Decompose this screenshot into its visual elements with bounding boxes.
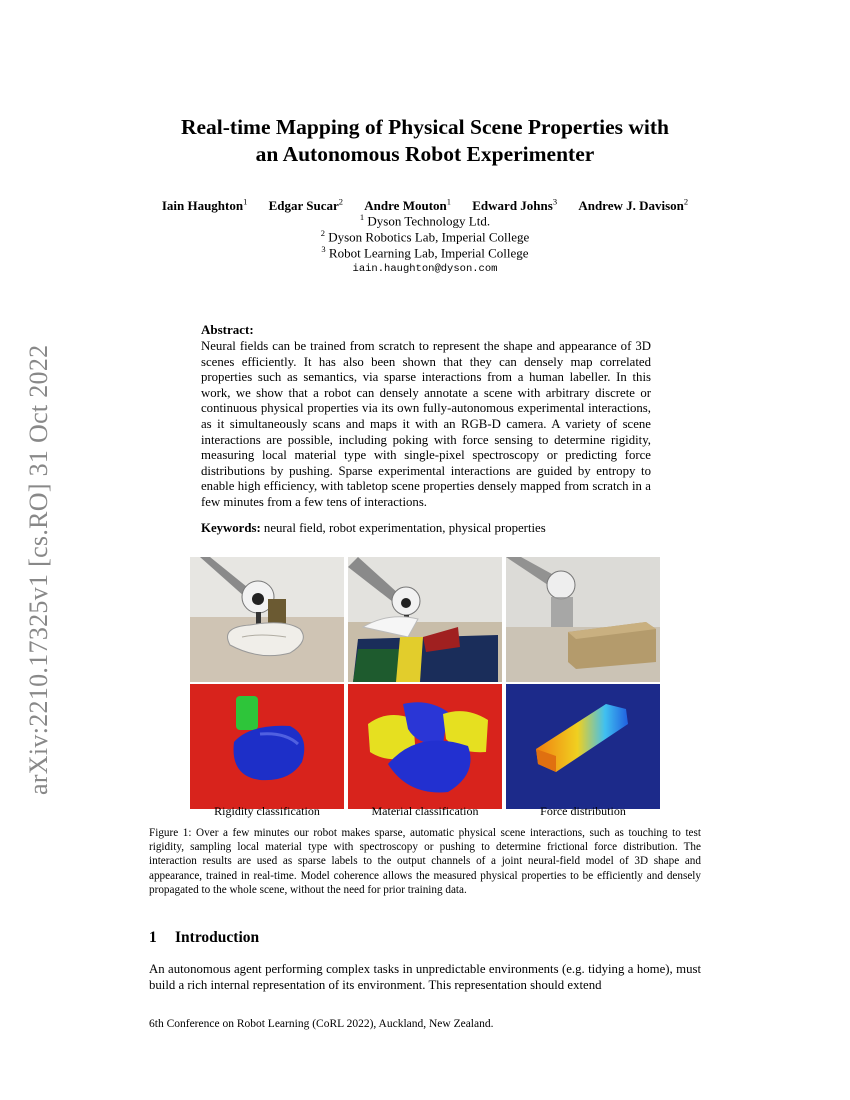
section-heading bbox=[149, 929, 259, 947]
author: Edward Johns$^3$ bbox=[472, 197, 558, 214]
section-number: 1 bbox=[149, 929, 157, 946]
figure-caption: Figure 1: Over a few minutes our robot makes sparse, automatic physical scene interactions, such as touching to test rigidity, sampling local material type with spectroscopy or pushing to determine frictional force distribution. The interaction results are used as sparse labels to the output channels of a joint neural-field model of 3D shape and appearance, trained in real-time. Model coherence allows the measured physical properties to be efficiently and densely propagated to the whole scene, without the need for prior training data. bbox=[149, 827, 701, 896]
affiliation: $^1$ Dyson Technology Ltd. bbox=[359, 212, 491, 229]
figure-label: Material classification bbox=[371, 804, 479, 818]
author: Andre Mouton$^1$ bbox=[364, 197, 452, 214]
affiliation: $^3$ Robot Learning Lab, Imperial College bbox=[321, 244, 529, 261]
render-rigidity-map bbox=[190, 684, 344, 809]
figure-label: Rigidity classification bbox=[214, 804, 320, 818]
paper-title bbox=[0, 114, 850, 168]
title-line-2: an Autonomous Robot Experimenter bbox=[255, 142, 595, 166]
figure-label: Force distribution bbox=[540, 804, 626, 818]
affiliation: $^2$ Dyson Robotics Lab, Imperial College bbox=[320, 228, 530, 245]
contact-email[interactable]: iain.haughton@dyson.com bbox=[352, 263, 498, 275]
keywords-label: Keywords: bbox=[201, 521, 261, 535]
author: Andrew J. Davison$^2$ bbox=[578, 197, 689, 214]
render-force-map bbox=[506, 684, 660, 809]
author: Edgar Sucar$^2$ bbox=[268, 197, 344, 214]
keywords-text: neural field, robot experimentation, physical properties bbox=[263, 521, 546, 535]
render-material-map bbox=[348, 684, 502, 809]
photo-force-robot bbox=[506, 557, 660, 682]
arxiv-identifier: arXiv:2210.17325v1 [cs.RO] 31 Oct 2022 bbox=[24, 344, 53, 795]
intro-paragraph: An autonomous agent performing complex tasks in unpredictable environments (e.g. tidying a home), must build a rich internal representation of its environment. This representation should extend bbox=[149, 962, 701, 992]
keywords bbox=[201, 521, 651, 536]
author: Iain Haughton$^1$ bbox=[161, 197, 248, 214]
title-line-1: Real-time Mapping of Physical Scene Properties with bbox=[180, 115, 670, 139]
photo-material-robot bbox=[348, 557, 502, 682]
abstract-text: Neural fields can be trained from scratch to represent the shape and appearance of 3D scenes efficiently. It has also been shown that they can densely map correlated properties such as semantics, via sparse interactions from a human labeller. In this work, we show that a robot can densely annotate a scene with arbitrary discrete or continuous physical properties via its own fully-autonomous experimental interactions, as it simultaneously scans and maps it with an RGB-D camera. A variety of scene interactions are possible, including poking with force sensing to determine rigidity, measuring local material type with single-pixel spectroscopy or predicting force distributions by pushing. Sparse experimental interactions are guided by entropy to enable high efficiency, with tabletop scene properties densely mapped from scratch in a few minutes from a few tens of interactions. bbox=[201, 339, 651, 509]
abstract-heading: Abstract: bbox=[201, 322, 254, 337]
conference-footer: 6th Conference on Robot Learning (CoRL 2022), Auckland, New Zealand. bbox=[149, 1018, 494, 1030]
section-title: Introduction bbox=[175, 929, 260, 946]
photo-rigidity-robot bbox=[190, 557, 344, 682]
